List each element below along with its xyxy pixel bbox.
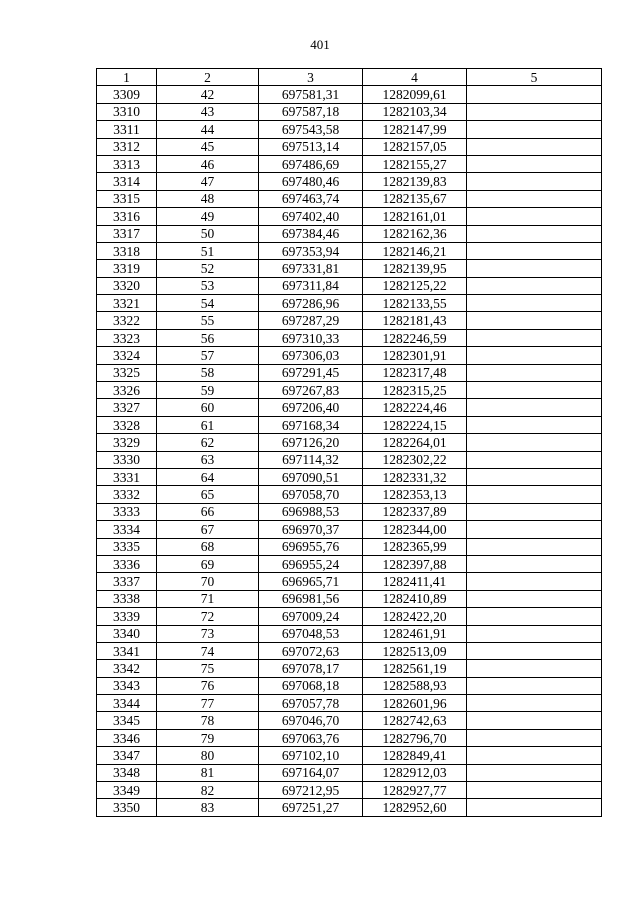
- table-cell: 1282181,43: [363, 312, 467, 329]
- table-cell: 71: [157, 590, 259, 607]
- table-cell: 70: [157, 573, 259, 590]
- table-cell: [467, 695, 602, 712]
- table-cell: 1282147,99: [363, 121, 467, 138]
- table-cell: 82: [157, 782, 259, 799]
- table-cell: 72: [157, 608, 259, 625]
- table-cell: 3344: [97, 695, 157, 712]
- table-cell: 63: [157, 451, 259, 468]
- table-body: [97, 86, 602, 816]
- table-cell: 1282301,91: [363, 347, 467, 364]
- table-cell: 697046,70: [259, 712, 363, 729]
- table-cell: [467, 573, 602, 590]
- table-cell: 697331,81: [259, 260, 363, 277]
- table-row: [97, 260, 602, 277]
- column-header: 1: [97, 69, 157, 86]
- table-cell: 1282927,77: [363, 782, 467, 799]
- table-cell: 77: [157, 695, 259, 712]
- table-cell: 697306,03: [259, 347, 363, 364]
- table-cell: [467, 364, 602, 381]
- table-cell: [467, 503, 602, 520]
- table-cell: 47: [157, 173, 259, 190]
- table-cell: 1282139,83: [363, 173, 467, 190]
- table-cell: 44: [157, 121, 259, 138]
- table-row: [97, 782, 602, 799]
- table-cell: 69: [157, 555, 259, 572]
- table-row: [97, 416, 602, 433]
- table-cell: 697267,83: [259, 382, 363, 399]
- table-cell: 3339: [97, 608, 157, 625]
- table-cell: [467, 434, 602, 451]
- table-cell: 3333: [97, 503, 157, 520]
- page-number: 401: [310, 37, 330, 52]
- table-cell: 697048,53: [259, 625, 363, 642]
- table-cell: 3334: [97, 521, 157, 538]
- table-row: [97, 608, 602, 625]
- table-row: [97, 590, 602, 607]
- table-cell: 697480,46: [259, 173, 363, 190]
- table-cell: 696970,37: [259, 521, 363, 538]
- table-cell: 1282099,61: [363, 86, 467, 103]
- table-cell: 75: [157, 660, 259, 677]
- table-cell: 696955,76: [259, 538, 363, 555]
- table-cell: 83: [157, 799, 259, 816]
- table-cell: 49: [157, 208, 259, 225]
- column-header: 4: [363, 69, 467, 86]
- table-cell: 74: [157, 642, 259, 659]
- table-cell: 1282224,46: [363, 399, 467, 416]
- table-cell: 3325: [97, 364, 157, 381]
- table-row: [97, 764, 602, 781]
- table-cell: 3326: [97, 382, 157, 399]
- table-cell: 1282344,00: [363, 521, 467, 538]
- table-cell: 697384,46: [259, 225, 363, 242]
- table-cell: [467, 277, 602, 294]
- table-cell: 78: [157, 712, 259, 729]
- table-cell: 3319: [97, 260, 157, 277]
- table-cell: 1282224,15: [363, 416, 467, 433]
- table-cell: 1282317,48: [363, 364, 467, 381]
- table-cell: 697486,69: [259, 155, 363, 172]
- table-cell: 697063,76: [259, 729, 363, 746]
- table-cell: 3331: [97, 468, 157, 485]
- table-cell: [467, 260, 602, 277]
- table-cell: 80: [157, 747, 259, 764]
- table-cell: 53: [157, 277, 259, 294]
- table-row: [97, 712, 602, 729]
- table-cell: 697402,40: [259, 208, 363, 225]
- table-cell: 1282315,25: [363, 382, 467, 399]
- table-cell: 697068,18: [259, 677, 363, 694]
- table-cell: [467, 590, 602, 607]
- table-cell: [467, 782, 602, 799]
- table-cell: 62: [157, 434, 259, 451]
- table-cell: 48: [157, 190, 259, 207]
- table-row: [97, 468, 602, 485]
- table-row: [97, 208, 602, 225]
- table-cell: 3349: [97, 782, 157, 799]
- table-row: [97, 660, 602, 677]
- table-cell: 696955,24: [259, 555, 363, 572]
- table-cell: 43: [157, 103, 259, 120]
- table-cell: [467, 608, 602, 625]
- table-cell: 1282601,96: [363, 695, 467, 712]
- table-cell: 697353,94: [259, 242, 363, 259]
- table-cell: 3317: [97, 225, 157, 242]
- table-cell: [467, 764, 602, 781]
- table-cell: 697009,24: [259, 608, 363, 625]
- table-cell: 1282139,95: [363, 260, 467, 277]
- table-cell: [467, 642, 602, 659]
- table-cell: 3314: [97, 173, 157, 190]
- table-row: [97, 103, 602, 120]
- table-cell: [467, 677, 602, 694]
- table-cell: 1282302,22: [363, 451, 467, 468]
- table-cell: 1282912,03: [363, 764, 467, 781]
- table-cell: 696965,71: [259, 573, 363, 590]
- table-row: [97, 225, 602, 242]
- table-cell: [467, 399, 602, 416]
- table-cell: 1282157,05: [363, 138, 467, 155]
- table-cell: 3336: [97, 555, 157, 572]
- table-row: [97, 382, 602, 399]
- table-cell: 3323: [97, 329, 157, 346]
- table-cell: 1282588,93: [363, 677, 467, 694]
- table-cell: 66: [157, 503, 259, 520]
- table-row: [97, 677, 602, 694]
- table-cell: 1282133,55: [363, 295, 467, 312]
- table-row: [97, 642, 602, 659]
- table-row: [97, 347, 602, 364]
- column-header: 2: [157, 69, 259, 86]
- table-cell: [467, 295, 602, 312]
- table-cell: 697206,40: [259, 399, 363, 416]
- table-cell: 81: [157, 764, 259, 781]
- table-cell: [467, 729, 602, 746]
- table-cell: [467, 382, 602, 399]
- table-cell: 697287,29: [259, 312, 363, 329]
- table-cell: 697587,18: [259, 103, 363, 120]
- table-row: [97, 138, 602, 155]
- table-cell: 697291,45: [259, 364, 363, 381]
- table-cell: [467, 242, 602, 259]
- table-cell: [467, 138, 602, 155]
- table-cell: 1282796,70: [363, 729, 467, 746]
- table-cell: 1282337,89: [363, 503, 467, 520]
- table-cell: 3345: [97, 712, 157, 729]
- table-cell: 3324: [97, 347, 157, 364]
- table-row: [97, 729, 602, 746]
- table-row: [97, 538, 602, 555]
- table-cell: 3338: [97, 590, 157, 607]
- table-cell: 61: [157, 416, 259, 433]
- table-cell: [467, 521, 602, 538]
- table-row: [97, 190, 602, 207]
- table-cell: 3340: [97, 625, 157, 642]
- table-cell: 1282162,36: [363, 225, 467, 242]
- column-header: 5: [467, 69, 602, 86]
- table-cell: 3327: [97, 399, 157, 416]
- table-cell: 697090,51: [259, 468, 363, 485]
- table-cell: [467, 799, 602, 816]
- table-cell: 60: [157, 399, 259, 416]
- coordinates-table: [96, 68, 602, 817]
- table-cell: 3313: [97, 155, 157, 172]
- table-cell: 3310: [97, 103, 157, 120]
- table-cell: 51: [157, 242, 259, 259]
- table-cell: 697058,70: [259, 486, 363, 503]
- table-row: [97, 277, 602, 294]
- table-cell: 697310,33: [259, 329, 363, 346]
- table-cell: 3347: [97, 747, 157, 764]
- table-row: [97, 451, 602, 468]
- table-row: [97, 295, 602, 312]
- table-cell: 1282411,41: [363, 573, 467, 590]
- table-cell: [467, 208, 602, 225]
- table-cell: 1282135,67: [363, 190, 467, 207]
- table-cell: 1282410,89: [363, 590, 467, 607]
- table-cell: [467, 155, 602, 172]
- table-cell: 1282246,59: [363, 329, 467, 346]
- table-cell: [467, 416, 602, 433]
- table-row: [97, 573, 602, 590]
- table-row: [97, 86, 602, 103]
- table-cell: 57: [157, 347, 259, 364]
- table-cell: 697168,34: [259, 416, 363, 433]
- table-cell: [467, 712, 602, 729]
- table-cell: 73: [157, 625, 259, 642]
- table-cell: 1282125,22: [363, 277, 467, 294]
- table-row: [97, 434, 602, 451]
- table-cell: 697078,17: [259, 660, 363, 677]
- table-row: [97, 555, 602, 572]
- table-cell: 3328: [97, 416, 157, 433]
- table-cell: 1282952,60: [363, 799, 467, 816]
- table-row: [97, 121, 602, 138]
- table-cell: [467, 555, 602, 572]
- table-cell: 3330: [97, 451, 157, 468]
- table-cell: 56: [157, 329, 259, 346]
- table-cell: 3321: [97, 295, 157, 312]
- table-cell: 3343: [97, 677, 157, 694]
- table-cell: [467, 468, 602, 485]
- table-cell: 3348: [97, 764, 157, 781]
- table-row: [97, 173, 602, 190]
- table-cell: [467, 538, 602, 555]
- table-cell: 1282849,41: [363, 747, 467, 764]
- table-cell: [467, 347, 602, 364]
- table-cell: 1282264,01: [363, 434, 467, 451]
- table-cell: 67: [157, 521, 259, 538]
- table-cell: 1282461,91: [363, 625, 467, 642]
- table-row: [97, 695, 602, 712]
- table-cell: 697463,74: [259, 190, 363, 207]
- table-cell: [467, 86, 602, 103]
- table-cell: 3332: [97, 486, 157, 503]
- table-row: [97, 329, 602, 346]
- table-cell: 3335: [97, 538, 157, 555]
- table-cell: 3315: [97, 190, 157, 207]
- table-row: [97, 521, 602, 538]
- table-cell: 3329: [97, 434, 157, 451]
- table-cell: [467, 625, 602, 642]
- table-cell: 697513,14: [259, 138, 363, 155]
- table-cell: [467, 121, 602, 138]
- table-cell: 1282422,20: [363, 608, 467, 625]
- table-cell: 697057,78: [259, 695, 363, 712]
- table-cell: 59: [157, 382, 259, 399]
- table-cell: 697164,07: [259, 764, 363, 781]
- table-cell: [467, 747, 602, 764]
- table-cell: [467, 660, 602, 677]
- table-cell: 3312: [97, 138, 157, 155]
- table-cell: 697286,96: [259, 295, 363, 312]
- table-cell: [467, 451, 602, 468]
- table-cell: [467, 173, 602, 190]
- table-cell: 1282561,19: [363, 660, 467, 677]
- table-row: [97, 503, 602, 520]
- table-cell: 3318: [97, 242, 157, 259]
- table-cell: 52: [157, 260, 259, 277]
- table-cell: [467, 103, 602, 120]
- table-cell: 45: [157, 138, 259, 155]
- table-row: [97, 486, 602, 503]
- table-cell: 58: [157, 364, 259, 381]
- table-row: [97, 364, 602, 381]
- table-row: [97, 747, 602, 764]
- table-cell: 1282146,21: [363, 242, 467, 259]
- table-cell: 697072,63: [259, 642, 363, 659]
- table-cell: 54: [157, 295, 259, 312]
- column-header: 3: [259, 69, 363, 86]
- table-cell: 697126,20: [259, 434, 363, 451]
- table-cell: 3311: [97, 121, 157, 138]
- table-cell: 65: [157, 486, 259, 503]
- table-row: [97, 625, 602, 642]
- table-row: [97, 155, 602, 172]
- table-cell: 1282331,32: [363, 468, 467, 485]
- table-row: [97, 799, 602, 816]
- table-cell: 3309: [97, 86, 157, 103]
- table-cell: 1282365,99: [363, 538, 467, 555]
- table-cell: 697251,27: [259, 799, 363, 816]
- table-cell: 697543,58: [259, 121, 363, 138]
- table-cell: 697311,84: [259, 277, 363, 294]
- table-cell: 1282161,01: [363, 208, 467, 225]
- table-cell: [467, 312, 602, 329]
- table-cell: 697581,31: [259, 86, 363, 103]
- table-cell: 3341: [97, 642, 157, 659]
- table-cell: [467, 225, 602, 242]
- table-row: [97, 399, 602, 416]
- table-cell: 3320: [97, 277, 157, 294]
- table-cell: 696981,56: [259, 590, 363, 607]
- table-cell: 68: [157, 538, 259, 555]
- table-cell: 3337: [97, 573, 157, 590]
- table-cell: 3316: [97, 208, 157, 225]
- table-cell: 3322: [97, 312, 157, 329]
- table-cell: 697102,10: [259, 747, 363, 764]
- table-cell: [467, 190, 602, 207]
- table-row: [97, 312, 602, 329]
- table-cell: 1282103,34: [363, 103, 467, 120]
- table-cell: 696988,53: [259, 503, 363, 520]
- table-cell: 3342: [97, 660, 157, 677]
- table-cell: 46: [157, 155, 259, 172]
- table-cell: 1282155,27: [363, 155, 467, 172]
- table-row: [97, 242, 602, 259]
- table-cell: 50: [157, 225, 259, 242]
- table-cell: 64: [157, 468, 259, 485]
- table-cell: 1282397,88: [363, 555, 467, 572]
- table-cell: 3350: [97, 799, 157, 816]
- table-cell: 1282353,13: [363, 486, 467, 503]
- table-cell: 42: [157, 86, 259, 103]
- table-cell: 76: [157, 677, 259, 694]
- table-cell: 697114,32: [259, 451, 363, 468]
- table-cell: 697212,95: [259, 782, 363, 799]
- table-cell: 79: [157, 729, 259, 746]
- table-cell: 1282742,63: [363, 712, 467, 729]
- table-cell: 3346: [97, 729, 157, 746]
- table-cell: 55: [157, 312, 259, 329]
- table-cell: [467, 329, 602, 346]
- table-cell: 1282513,09: [363, 642, 467, 659]
- table-cell: [467, 486, 602, 503]
- table-header-row: [97, 69, 602, 86]
